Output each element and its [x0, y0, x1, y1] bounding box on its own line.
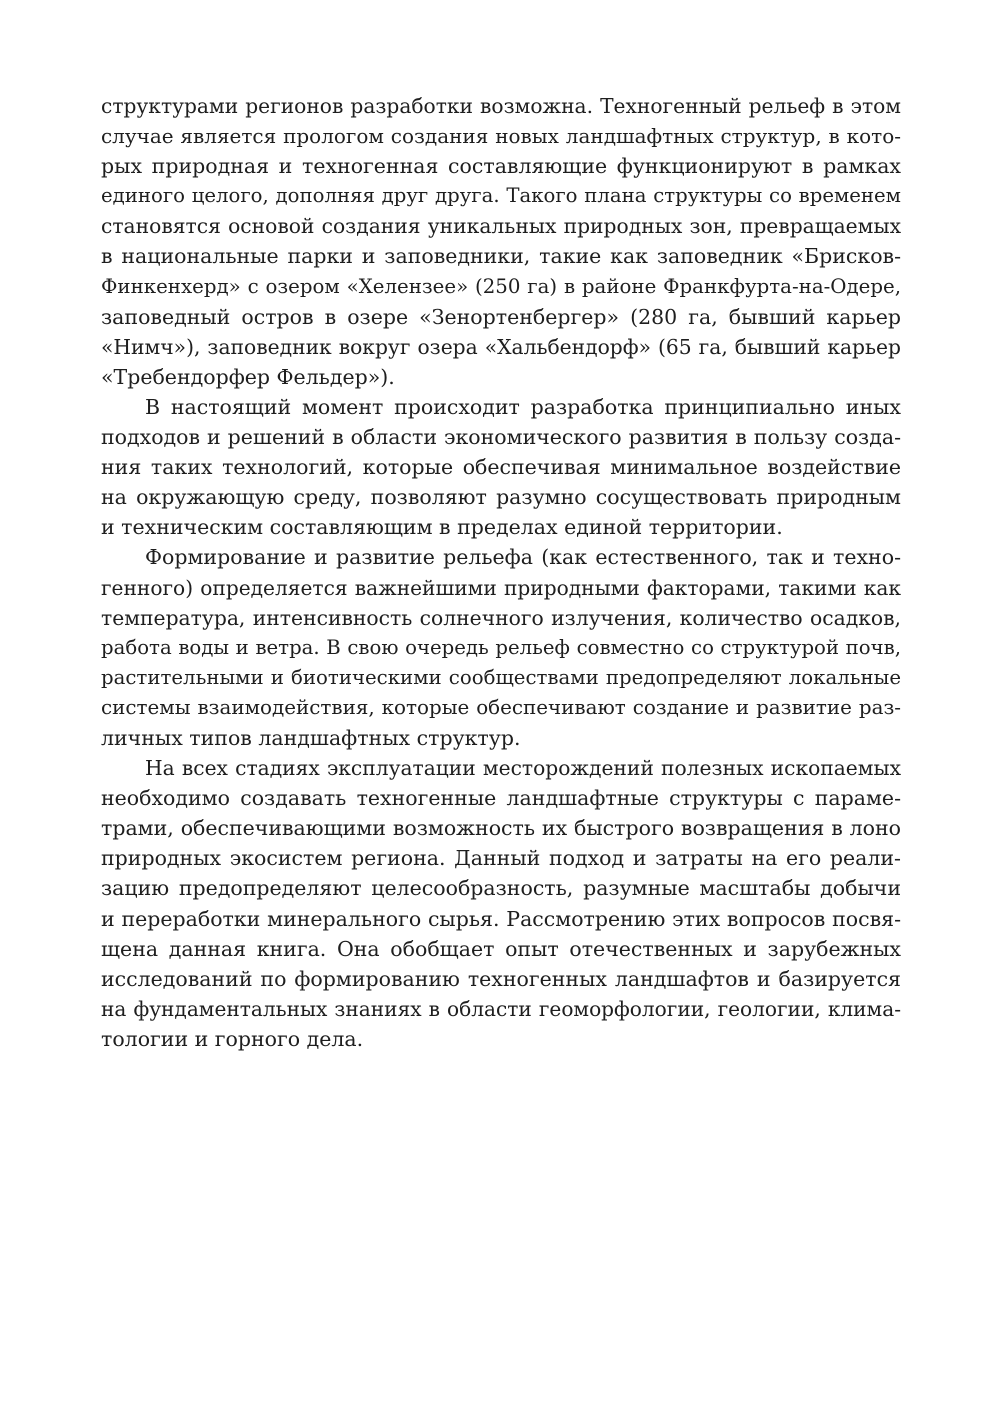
text-line: генного) определяется важнейшими природными факторами, такими как — [101, 575, 901, 600]
text-line: в национальные парки и заповедники, такие как заповедник «Брисков- — [101, 244, 901, 269]
text-line: единого целого, дополняя друг друга. Такого плана структуры со временем — [101, 184, 901, 208]
text-line: структурами регионов разработки возможна. Техногенный рельеф в этом — [101, 94, 901, 118]
text-line: температура, интенсивность солнечного излучения, количество осадков, — [101, 605, 901, 630]
text-line: работа воды и ветра. В свою очередь рельеф совместно со структурой почв, — [101, 635, 901, 659]
text-line: зацию предопределяют целесообразность, разумные масштабы добычи — [101, 876, 901, 901]
text-line: «Требендорфер Фельдер»). — [101, 364, 395, 389]
text-line: На всех стадиях эксплуатации месторождений полезных ископаемых — [145, 756, 901, 781]
text-line: подходов и решений в области экономического развития в пользу созда- — [101, 425, 901, 450]
paragraph-2 — [101, 392, 901, 542]
text-line: растительными и биотическими сообществами предопределяют локальные — [101, 665, 901, 689]
text-line: исследований по формированию техногенных ландшафтов и базируется — [101, 966, 901, 991]
text-line: ния таких технологий, которые обеспечивая минимальное воздействие — [101, 455, 901, 480]
text-line: и техническим составляющим в пределах единой территории. — [101, 515, 783, 540]
text-line: щена данная книга. Она обобщает опыт отечественных и зарубежных — [101, 936, 901, 961]
text-line: трами, обеспечивающими возможность их быстрого возвращения в лоно — [101, 816, 901, 841]
text-line: и переработки минерального сырья. Рассмотрению этих вопросов посвя- — [101, 906, 901, 931]
text-line: становятся основой создания уникальных природных зон, превращаемых — [101, 214, 901, 239]
text-line: рых природная и техногенная составляющие функционируют в рамках — [101, 154, 901, 179]
text-line: на окружающую среду, позволяют разумно сосуществовать природным — [101, 485, 901, 510]
text-line: природных экосистем региона. Данный подход и затраты на его реали- — [101, 846, 901, 871]
text-line: Формирование и развитие рельефа (как естественного, так и техно- — [145, 545, 901, 570]
text-line: на фундаментальных знаниях в области геоморфологии, геологии, клима- — [101, 996, 901, 1021]
paragraph-1 — [101, 91, 901, 392]
paragraph-4 — [101, 753, 901, 1054]
text-line: тологии и горного дела. — [101, 1026, 364, 1051]
text-line: Финкенхерд» с озером «Хелензее» (250 га) в районе Франкфурта-на-Одере, — [101, 274, 901, 298]
text-line: случае является прологом создания новых ландшафтных структур, в кото- — [101, 124, 901, 149]
text-line: заповедный остров в озере «Зенортенбергер» (280 га, бывший карьер — [101, 304, 901, 329]
text-line: В настоящий момент происходит разработка принципиально иных — [145, 394, 901, 419]
paragraph-3 — [101, 542, 901, 753]
text-line: «Нимч»), заповедник вокруг озера «Хальбендорф» (65 га, бывший карьер — [101, 334, 901, 359]
text-line: системы взаимодействия, которые обеспечивают создание и развитие раз- — [101, 695, 901, 719]
page-body — [101, 91, 901, 1054]
text-line: личных типов ландшафтных структур. — [101, 725, 521, 750]
text-line: необходимо создавать техногенные ландшафтные структуры с параме- — [101, 786, 901, 811]
